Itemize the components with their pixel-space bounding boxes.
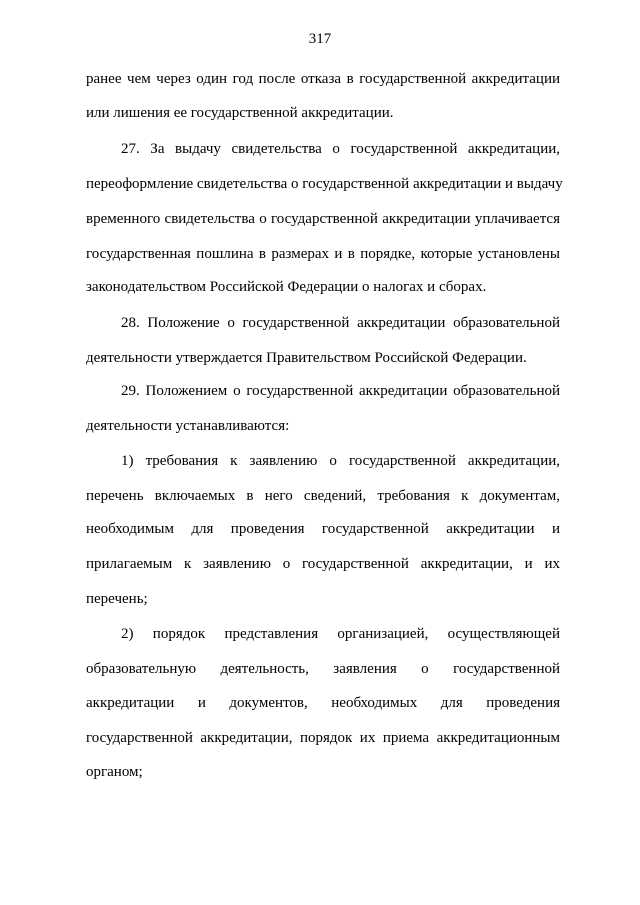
text-line: перечень; [86, 591, 148, 607]
text-line: перечень включаемых в него сведений, требования к документам, [86, 488, 560, 504]
text-line: деятельности устанавливаются: [86, 418, 290, 434]
text-line: прилагаемым к заявлению о государственной аккредитации, и их [86, 556, 560, 572]
page-number: 317 [308, 31, 332, 47]
text-line: или лишения ее государственной аккредитации. [86, 105, 394, 121]
text-line: аккредитации и документов, необходимых для проведения [86, 695, 560, 711]
paragraph-29-start: 29. Положением о государственной аккредитации образовательной [121, 383, 560, 399]
text-line: законодательством Российской Федерации о налогах и сборах. [86, 279, 487, 295]
text-line: временного свидетельства о государственной аккредитации уплачивается [86, 211, 560, 227]
text-line: государственной аккредитации, порядок их приема аккредитационным [86, 730, 560, 746]
text-line: деятельности утверждается Правительством Российской Федерации. [86, 350, 527, 366]
text-line: ранее чем через один год после отказа в государственной аккредитации [86, 71, 560, 87]
text-line: органом; [86, 764, 143, 780]
text-line: образовательную деятельность, заявления о государственной [86, 661, 560, 677]
text-line: необходимым для проведения государственной аккредитации и [86, 521, 560, 537]
item-2-start: 2) порядок представления организацией, осуществляющей [121, 626, 560, 642]
item-1-start: 1) требования к заявлению о государственной аккредитации, [121, 453, 560, 469]
text-line: государственная пошлина в размерах и в порядке, которые установлены [86, 246, 560, 262]
text-line: переоформление свидетельства о государственной аккредитации и выдачу [86, 176, 563, 192]
paragraph-28-start: 28. Положение о государственной аккредитации образовательной [121, 315, 560, 331]
paragraph-27-start: 27. За выдачу свидетельства о государственной аккредитации, [121, 141, 560, 157]
